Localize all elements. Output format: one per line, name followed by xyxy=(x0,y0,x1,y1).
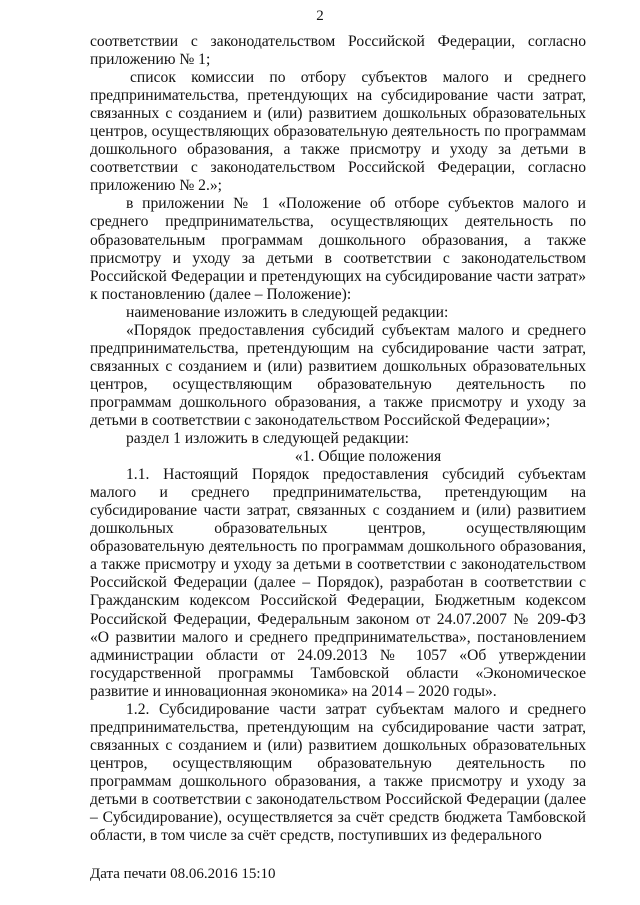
paragraph-commission-list: список комиссии по отбору субъектов малого и среднего предпринимательства, претендующих на субсидирование части затрат, связанных с созданием и (или) развитием дошкольных образовательных центров, осуществляющих образовательную деятельность по программам дошкольного образования, а также присмотру и уходу за детьми в соответствии с законодательством Российской Федерации, согласно приложению № 2.»; xyxy=(90,69,586,195)
paragraph-1-2: 1.2. Субсидирование части затрат субъектам малого и среднего предпринимательства, претендующим на субсидирование части затрат, связанных с созданием и (или) развитием дошкольных образовательных центров, осуществляющим образовательную деятельность по программам дошкольного образования, а также присмотру и уходу за детьми в соответствии с законодательством Российской Федерации (далее – Субсидирование), осуществляется за счёт средств бюджета Тамбовской области, в том числе за счёт средств, поступивших из федерального xyxy=(90,700,586,845)
paragraph-section-instruction: раздел 1 изложить в следующей редакции: xyxy=(126,430,410,448)
print-date: Дата печати 08.06.2016 15:10 xyxy=(90,866,276,882)
page-number: 2 xyxy=(316,8,324,24)
paragraph-continuation: соответствии с законодательством Российской Федерации, согласно приложению № 1; xyxy=(90,33,586,69)
paragraph-title-instruction: наименование изложить в следующей редакции: xyxy=(126,303,449,321)
document-body xyxy=(90,33,586,845)
paragraph-1-1: 1.1. Настоящий Порядок предоставления субсидий субъектам малого и среднего предпринимательства, претендующим на субсидирование части затрат, связанных с созданием и (или) развитием дошкольных образовательных центров, осуществляющим образовательную деятельность по программам дошкольного образования, а также присмотру и уходу за детьми в соответствии с законодательством Российской Федерации (далее – Порядок), разработан в соответствии с Гражданским кодексом Российской Федерации, Бюджетным кодексом Российской Федерации, Федеральным законом от 24.07.2007 № 209-ФЗ «О развитии малого и среднего предпринимательства», постановлением администрации области от 24.09.2013 № 1057 «Об утверждении государственной программы Тамбовской области «Экономическое развитие и инновационная экономика» на 2014 – 2020 годы». xyxy=(90,466,586,700)
paragraph-appendix-1: в приложении № 1 «Положение об отборе субъектов малого и среднего предпринимательства, осуществляющих деятельность по образовательным программам дошкольного образования, а также присмотру и уходу за детьми в соответствии с законодательством Российской Федерации и претендующих на субсидирование части затрат» к постановлению (далее – Положение): xyxy=(90,195,586,303)
section-heading: «1. Общие положения xyxy=(294,448,442,466)
paragraph-new-title: «Порядок предоставления субсидий субъектам малого и среднего предпринимательства, претендующим на субсидирование части затрат, связанных с созданием и (или) развитием дошкольных образовательных центров, осуществляющим образовательную деятельность по программам дошкольного образования, а также присмотру и уходу за детьми в соответствии с законодательством Российской Федерации»; xyxy=(90,321,586,429)
